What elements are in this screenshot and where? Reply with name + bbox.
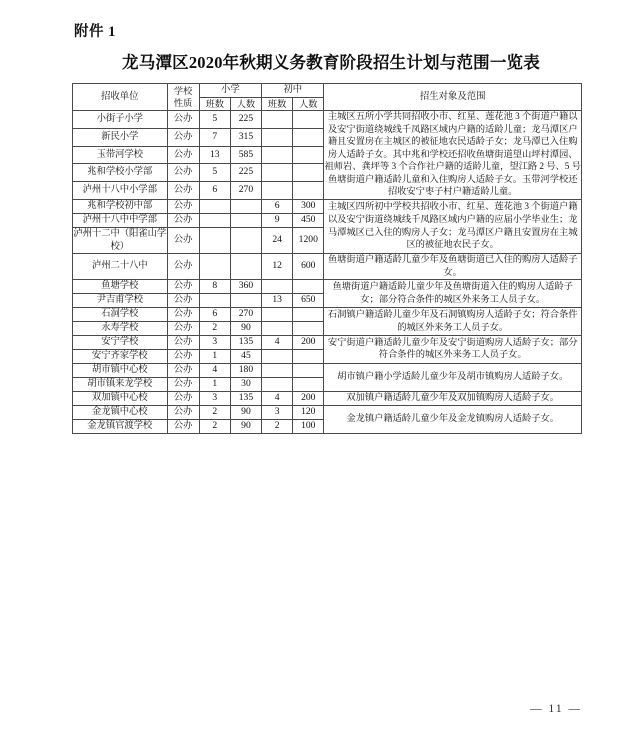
- cell-primary-students: 270: [230, 308, 261, 322]
- table-row: [73, 405, 582, 419]
- cell-primary-classes: 5: [199, 111, 230, 129]
- table-row: [73, 111, 582, 129]
- cell-school-name: 金龙镇官渡学校: [73, 419, 168, 433]
- cell-junior-students: [293, 182, 324, 200]
- cell-primary-classes: 1: [199, 349, 230, 363]
- cell-school-nature: 公办: [167, 213, 199, 227]
- cell-primary-students: 585: [230, 146, 261, 164]
- cell-junior-classes: 9: [262, 213, 293, 227]
- cell-school-name: 安宁齐家学校: [73, 349, 168, 363]
- cell-enrollment-scope: 鱼塘街道户籍适龄儿童少年及鱼塘街道入住的购房人适龄子女；部分符合条件的城区外来务工人员子女。: [324, 280, 582, 308]
- cell-junior-classes: 12: [262, 254, 293, 280]
- cell-primary-students: 90: [230, 322, 261, 336]
- table-row: [73, 336, 582, 350]
- cell-primary-classes: 6: [199, 182, 230, 200]
- cell-school-nature: 公办: [167, 280, 199, 294]
- cell-enrollment-scope: 安宁街道户籍适龄儿童少年及安宁街道购房人适龄子女；部分符合条件的城区外来务工人员子女。: [324, 336, 582, 364]
- cell-primary-students: 225: [230, 164, 261, 182]
- cell-school-name: 双加镇中心校: [73, 391, 168, 405]
- cell-junior-classes: [262, 182, 293, 200]
- cell-primary-students: 270: [230, 182, 261, 200]
- table-row: [73, 363, 582, 377]
- table-row: [73, 280, 582, 294]
- cell-junior-students: [293, 349, 324, 363]
- cell-primary-students: [230, 199, 261, 213]
- cell-junior-students: 650: [293, 294, 324, 308]
- cell-primary-students: 90: [230, 419, 261, 433]
- cell-junior-classes: [262, 308, 293, 322]
- cell-primary-students: 135: [230, 336, 261, 350]
- cell-junior-classes: 4: [262, 391, 293, 405]
- cell-school-nature: 公办: [167, 405, 199, 419]
- cell-school-name: 鱼塘学校: [73, 280, 168, 294]
- cell-school-nature: 公办: [167, 227, 199, 253]
- cell-school-nature: 公办: [167, 164, 199, 182]
- cell-primary-students: [230, 213, 261, 227]
- cell-junior-classes: 13: [262, 294, 293, 308]
- cell-junior-students: [293, 322, 324, 336]
- column-header-unit: 招收单位: [73, 84, 168, 111]
- cell-junior-classes: [262, 146, 293, 164]
- table-row: [73, 391, 582, 405]
- cell-primary-classes: 7: [199, 128, 230, 146]
- cell-junior-students: [293, 128, 324, 146]
- cell-junior-students: [293, 308, 324, 322]
- cell-primary-classes: 13: [199, 146, 230, 164]
- cell-primary-students: 315: [230, 128, 261, 146]
- cell-primary-classes: [199, 199, 230, 213]
- cell-school-nature: 公办: [167, 349, 199, 363]
- cell-primary-classes: 3: [199, 336, 230, 350]
- enrollment-plan-table: [72, 83, 582, 434]
- cell-junior-classes: [262, 322, 293, 336]
- cell-school-name: 尹吉甫学校: [73, 294, 168, 308]
- cell-enrollment-scope: 金龙镇户籍适龄儿童少年及金龙镇购房人适龄子女。: [324, 405, 582, 433]
- cell-primary-classes: 6: [199, 308, 230, 322]
- cell-primary-classes: [199, 213, 230, 227]
- cell-school-name: 小街子小学: [73, 111, 168, 129]
- cell-school-nature: 公办: [167, 308, 199, 322]
- column-header-school-nature: [167, 84, 199, 111]
- cell-primary-classes: 2: [199, 419, 230, 433]
- cell-enrollment-scope: 石洞镇户籍适龄儿童少年及石洞镇购房人适龄子女；符合条件的城区外来务工人员子女。: [324, 308, 582, 336]
- cell-junior-classes: [262, 349, 293, 363]
- cell-junior-classes: [262, 363, 293, 377]
- cell-junior-classes: 2: [262, 419, 293, 433]
- cell-primary-classes: 5: [199, 164, 230, 182]
- cell-school-nature: 公办: [167, 322, 199, 336]
- cell-junior-students: [293, 280, 324, 294]
- table-header: [73, 84, 582, 111]
- cell-school-nature: 公办: [167, 391, 199, 405]
- cell-junior-classes: [262, 280, 293, 294]
- cell-junior-classes: [262, 164, 293, 182]
- cell-junior-students: 1200: [293, 227, 324, 253]
- column-header-primary-classes: 班数: [199, 97, 230, 110]
- cell-primary-classes: 1: [199, 377, 230, 391]
- cell-enrollment-scope: 鱼塘街道户籍适龄儿童少年及鱼塘街道已入住的购房人适龄子女。: [324, 254, 582, 280]
- cell-school-nature: 公办: [167, 199, 199, 213]
- school-nature-line2: 性质: [173, 98, 193, 109]
- cell-junior-classes: 6: [262, 199, 293, 213]
- cell-junior-students: [293, 164, 324, 182]
- attachment-label: 附件 1: [74, 24, 116, 40]
- cell-school-nature: 公办: [167, 336, 199, 350]
- cell-primary-students: 225: [230, 111, 261, 129]
- page-title: 龙马潭区2020年秋期义务教育阶段招生计划与范围一览表: [122, 53, 540, 73]
- cell-primary-classes: 3: [199, 391, 230, 405]
- cell-school-name: 胡市镇中心校: [73, 363, 168, 377]
- cell-primary-students: 360: [230, 280, 261, 294]
- cell-school-name: 石洞学校: [73, 308, 168, 322]
- cell-school-nature: 公办: [167, 363, 199, 377]
- school-nature-line1: 学校: [173, 85, 193, 96]
- cell-school-name: 兆和学校初中部: [73, 199, 168, 213]
- column-header-junior-high: 初中: [262, 84, 324, 98]
- cell-school-name: 泸州二十八中: [73, 254, 168, 280]
- cell-school-name: 新民小学: [73, 128, 168, 146]
- table-body: [73, 111, 582, 433]
- cell-school-nature: 公办: [167, 419, 199, 433]
- cell-school-name: 安宁学校: [73, 336, 168, 350]
- cell-school-nature: 公办: [167, 377, 199, 391]
- cell-junior-classes: 3: [262, 405, 293, 419]
- cell-junior-students: 200: [293, 336, 324, 350]
- table-row: [73, 308, 582, 322]
- cell-school-nature: 公办: [167, 254, 199, 280]
- page-number: — 11 —: [530, 703, 582, 715]
- cell-junior-classes: [262, 128, 293, 146]
- cell-primary-classes: [199, 227, 230, 253]
- cell-school-name: 永寿学校: [73, 322, 168, 336]
- column-header-primary-students: 人数: [230, 97, 261, 110]
- cell-junior-classes: 4: [262, 336, 293, 350]
- cell-junior-students: [293, 363, 324, 377]
- cell-primary-classes: [199, 294, 230, 308]
- cell-junior-classes: [262, 377, 293, 391]
- cell-junior-classes: 24: [262, 227, 293, 253]
- cell-junior-students: 100: [293, 419, 324, 433]
- cell-primary-students: 45: [230, 349, 261, 363]
- cell-school-nature: 公办: [167, 128, 199, 146]
- table-row: [73, 254, 582, 280]
- cell-school-nature: 公办: [167, 182, 199, 200]
- cell-primary-students: [230, 294, 261, 308]
- header-row-top: [73, 84, 582, 98]
- cell-school-name: 兆和学校小学部: [73, 164, 168, 182]
- cell-primary-students: 135: [230, 391, 261, 405]
- cell-school-nature: 公办: [167, 146, 199, 164]
- cell-junior-students: [293, 377, 324, 391]
- column-header-junior-students: 人数: [293, 97, 324, 110]
- cell-enrollment-scope: 主城区四所初中学校共招收小市、红星、莲花池 3 个街道户籍以及安宁街道绕城线千凤路区域内户籍的应届小学毕业生；龙马潭城区已入住的购房人子女；龙马潭区户籍且安置房在主城区的被征地农民子女。: [324, 199, 582, 253]
- cell-junior-students: 200: [293, 391, 324, 405]
- column-header-junior-classes: 班数: [262, 97, 293, 110]
- cell-enrollment-scope: 胡市镇户籍小学适龄儿童少年及胡市镇购房人适龄子女。: [324, 363, 582, 391]
- cell-primary-classes: 2: [199, 322, 230, 336]
- cell-enrollment-scope: 主城区五所小学共同招收小市、红星、莲花池 3 个街道户籍以及安宁街道绕城线千凤路区域内户籍的适龄儿童；龙马潭区户籍且安置房在主城区的被征地农民适龄子女；龙马潭已入住购房人适龄子女。其中兆和学校还招收鱼塘街道望山坪村潭园、祖师岩、龚坪等 3 个合作社户籍的适龄儿童，望江路 2 号、5 号鱼塘街道户籍适龄儿童和入住购房人适龄子女。玉带河学校还招收安宁枣子村户籍适龄儿童。: [324, 111, 582, 200]
- cell-school-name: 胡市镇来龙学校: [73, 377, 168, 391]
- cell-junior-students: [293, 146, 324, 164]
- cell-primary-classes: 2: [199, 405, 230, 419]
- cell-primary-students: 30: [230, 377, 261, 391]
- cell-junior-classes: [262, 111, 293, 129]
- cell-primary-students: [230, 227, 261, 253]
- cell-school-name: 泸州十二中（阳雀山学校）: [73, 227, 168, 253]
- cell-primary-students: 90: [230, 405, 261, 419]
- cell-primary-classes: 8: [199, 280, 230, 294]
- cell-school-nature: 公办: [167, 294, 199, 308]
- cell-school-name: 金龙镇中心校: [73, 405, 168, 419]
- cell-primary-students: [230, 254, 261, 280]
- cell-junior-students: 300: [293, 199, 324, 213]
- cell-junior-students: 450: [293, 213, 324, 227]
- cell-primary-students: 180: [230, 363, 261, 377]
- cell-school-name: 泸州十八中小学部: [73, 182, 168, 200]
- cell-primary-classes: 4: [199, 363, 230, 377]
- table-row: [73, 199, 582, 213]
- column-header-enrollment-scope: 招生对象及范围: [324, 84, 582, 111]
- cell-junior-students: 600: [293, 254, 324, 280]
- column-header-primary-school: 小学: [199, 84, 261, 98]
- cell-school-name: 泸州十八中中学部: [73, 213, 168, 227]
- cell-school-nature: 公办: [167, 111, 199, 129]
- cell-junior-students: [293, 111, 324, 129]
- cell-junior-students: 120: [293, 405, 324, 419]
- cell-primary-classes: [199, 254, 230, 280]
- cell-school-name: 玉带河学校: [73, 146, 168, 164]
- cell-enrollment-scope: 双加镇户籍适龄儿童少年及双加镇购房人适龄子女。: [324, 391, 582, 405]
